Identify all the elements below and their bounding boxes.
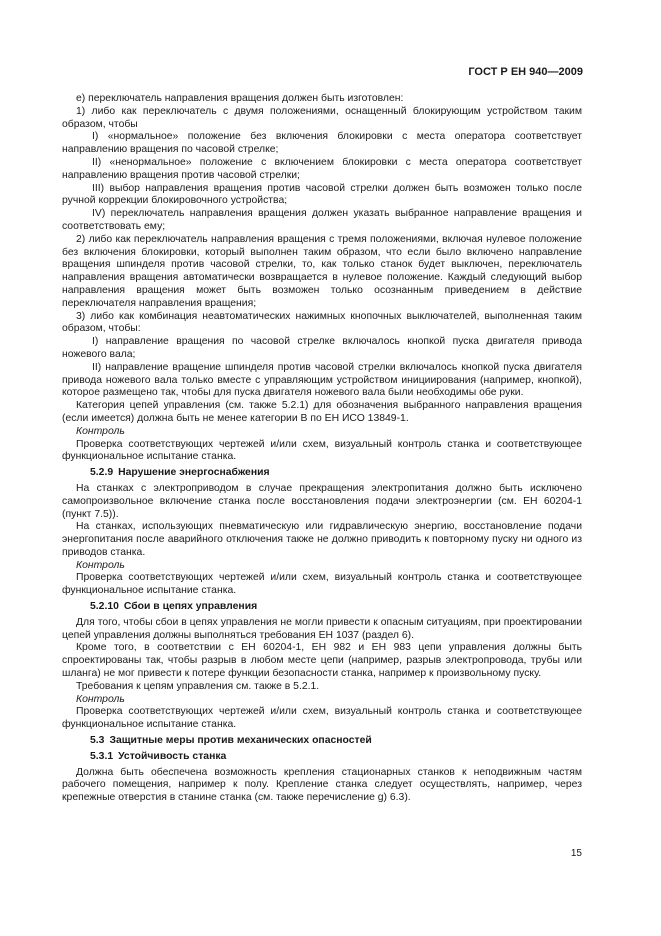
paragraph-e3: 3) либо как комбинация неавтоматических нажимных кнопочных выключателей, выполненная таким образом, чтобы: — [62, 310, 582, 335]
section-title: Защитные меры против механических опасностей — [109, 735, 372, 747]
section-number: 5.3 — [90, 735, 105, 747]
paragraph-531: Должна быть обеспечена возможность крепления стационарных станков к неподвижным частям рабочего помещения, например к полу. Крепление станка следует осуществлять, например, через крепежные отверстия в станине станка (см. также перечисление g) 6.3). — [62, 766, 582, 804]
section-title: Сбои в цепях управления — [123, 601, 258, 613]
paragraph-e1-iii: III) выбор направления вращения против часовой стрелки должен быть возможен только после ручной коррекции блокировочного устройства; — [62, 182, 582, 207]
section-number: 5.3.1 — [90, 750, 114, 762]
paragraph-529-a: На станках с электроприводом в случае прекращения электропитания должно быть исключено самопроизвольное включение станка после восстановления подачи электроэнергии (см. ЕН 60204-1 (пункт 7.5)). — [62, 482, 582, 520]
section-number: 5.2.9 — [90, 467, 114, 479]
section-title: Нарушение энергоснабжения — [118, 467, 270, 479]
paragraph-e3-i: I) направление вращения по часовой стрелке включалось кнопкой пуска двигателя привода ножевого вала; — [62, 336, 582, 360]
paragraph-e1-i: I) «нормальное» положение без включения блокировки с места оператора соответствует направлению вращения по часовой стрелке; — [62, 131, 582, 156]
control-label: Контроль — [76, 693, 125, 705]
section-heading-5-3-1 — [62, 751, 582, 764]
paragraph-5210-c: Требования к цепям управления см. также в 5.2.1. — [76, 680, 320, 692]
document-header: ГОСТ Р ЕН 940—2009 — [468, 66, 583, 78]
paragraph-check: Проверка соответствующих чертежей и/или схем, визуальный контроль станка и соответствующее функциональное испытание станка. — [62, 438, 582, 463]
paragraph-e1-ii: II) «ненормальное» положение с включением блокировки с места оператора соответствует направлению вращения против часовой стрелки; — [62, 156, 582, 181]
paragraph-category: Категория цепей управления (см. также 5.2.1) для обозначения выбранного направления вращения (если имеется) должна быть не менее категории В по ЕН ИСО 13849-1. — [62, 400, 582, 424]
document-body — [62, 93, 582, 805]
page-number: 15 — [570, 848, 582, 859]
control-label: Контроль — [76, 425, 125, 437]
section-number: 5.2.10 — [90, 601, 119, 613]
section-heading-5-3 — [62, 735, 582, 748]
paragraph-e1-iv: IV) переключатель направления вращения должен указать выбранное направление вращения и соответствовать ему; — [62, 208, 582, 232]
section-heading-5-2-9 — [62, 467, 582, 480]
paragraph-e2: 2) либо как переключатель направления вращения с тремя положениями, включая нулевое положение без включения блокировки, который выполнен таким образом, что если было включено направление вращения шпинделя против часовой стрелки, то, как только станок будет выключен, переключатель направления вращения автоматически возвращается в нулевое положение. Каждый следующий выбор направления вращения может быть возможен только осознанным приведением в действие переключателя направления вращения; — [62, 233, 582, 309]
paragraph-529-b: На станках, использующих пневматическую или гидравлическую энергию, восстановление подачи энергопитания после аварийного отключения также не должно приводить к повторному пуску ни одного из приводов станка. — [62, 521, 582, 558]
paragraph-5210-b: Кроме того, в соответствии с ЕН 60204-1, ЕН 982 и ЕН 983 цепи управления должны быть спроектированы так, чтобы разрыв в любом месте цепи (например, разрыв электропровода, трубы или шланга) не мог привести к потере функции безопасности станка, например к произвольному пуску. — [62, 642, 582, 680]
paragraph-5210-a: Для того, чтобы сбои в цепях управления не могли привести к опасным ситуациям, при проектировании цепей управления должны выполняться требования ЕН 1037 (раздел 6). — [62, 616, 582, 641]
paragraph-e-intro: е) переключатель направления вращения должен быть изготовлен: — [76, 93, 404, 104]
control-label: Контроль — [76, 559, 125, 571]
paragraph-check: Проверка соответствующих чертежей и/или схем, визуальный контроль станка и соответствующее функциональное испытание станка. — [62, 706, 582, 731]
section-heading-5-2-10 — [62, 601, 582, 614]
section-title: Устойчивость станка — [118, 750, 227, 762]
paragraph-e1: 1) либо как переключатель с двумя положениями, оснащенный блокирующим устройством таким образом, чтобы — [62, 105, 582, 130]
paragraph-e3-ii: II) направление вращение шпинделя против часовой стрелки включалось кнопкой пуска двигателя привода ножевого вала только вместе с управляющим устройством инициирования (например, кнопкой), которое размещено так, чтобы для пуска двигателя ножевого вала были необходимы обе руки. — [62, 361, 582, 399]
paragraph-check: Проверка соответствующих чертежей и/или схем, визуальный контроль станка и соответствующее функциональное испытание станка. — [62, 572, 582, 597]
